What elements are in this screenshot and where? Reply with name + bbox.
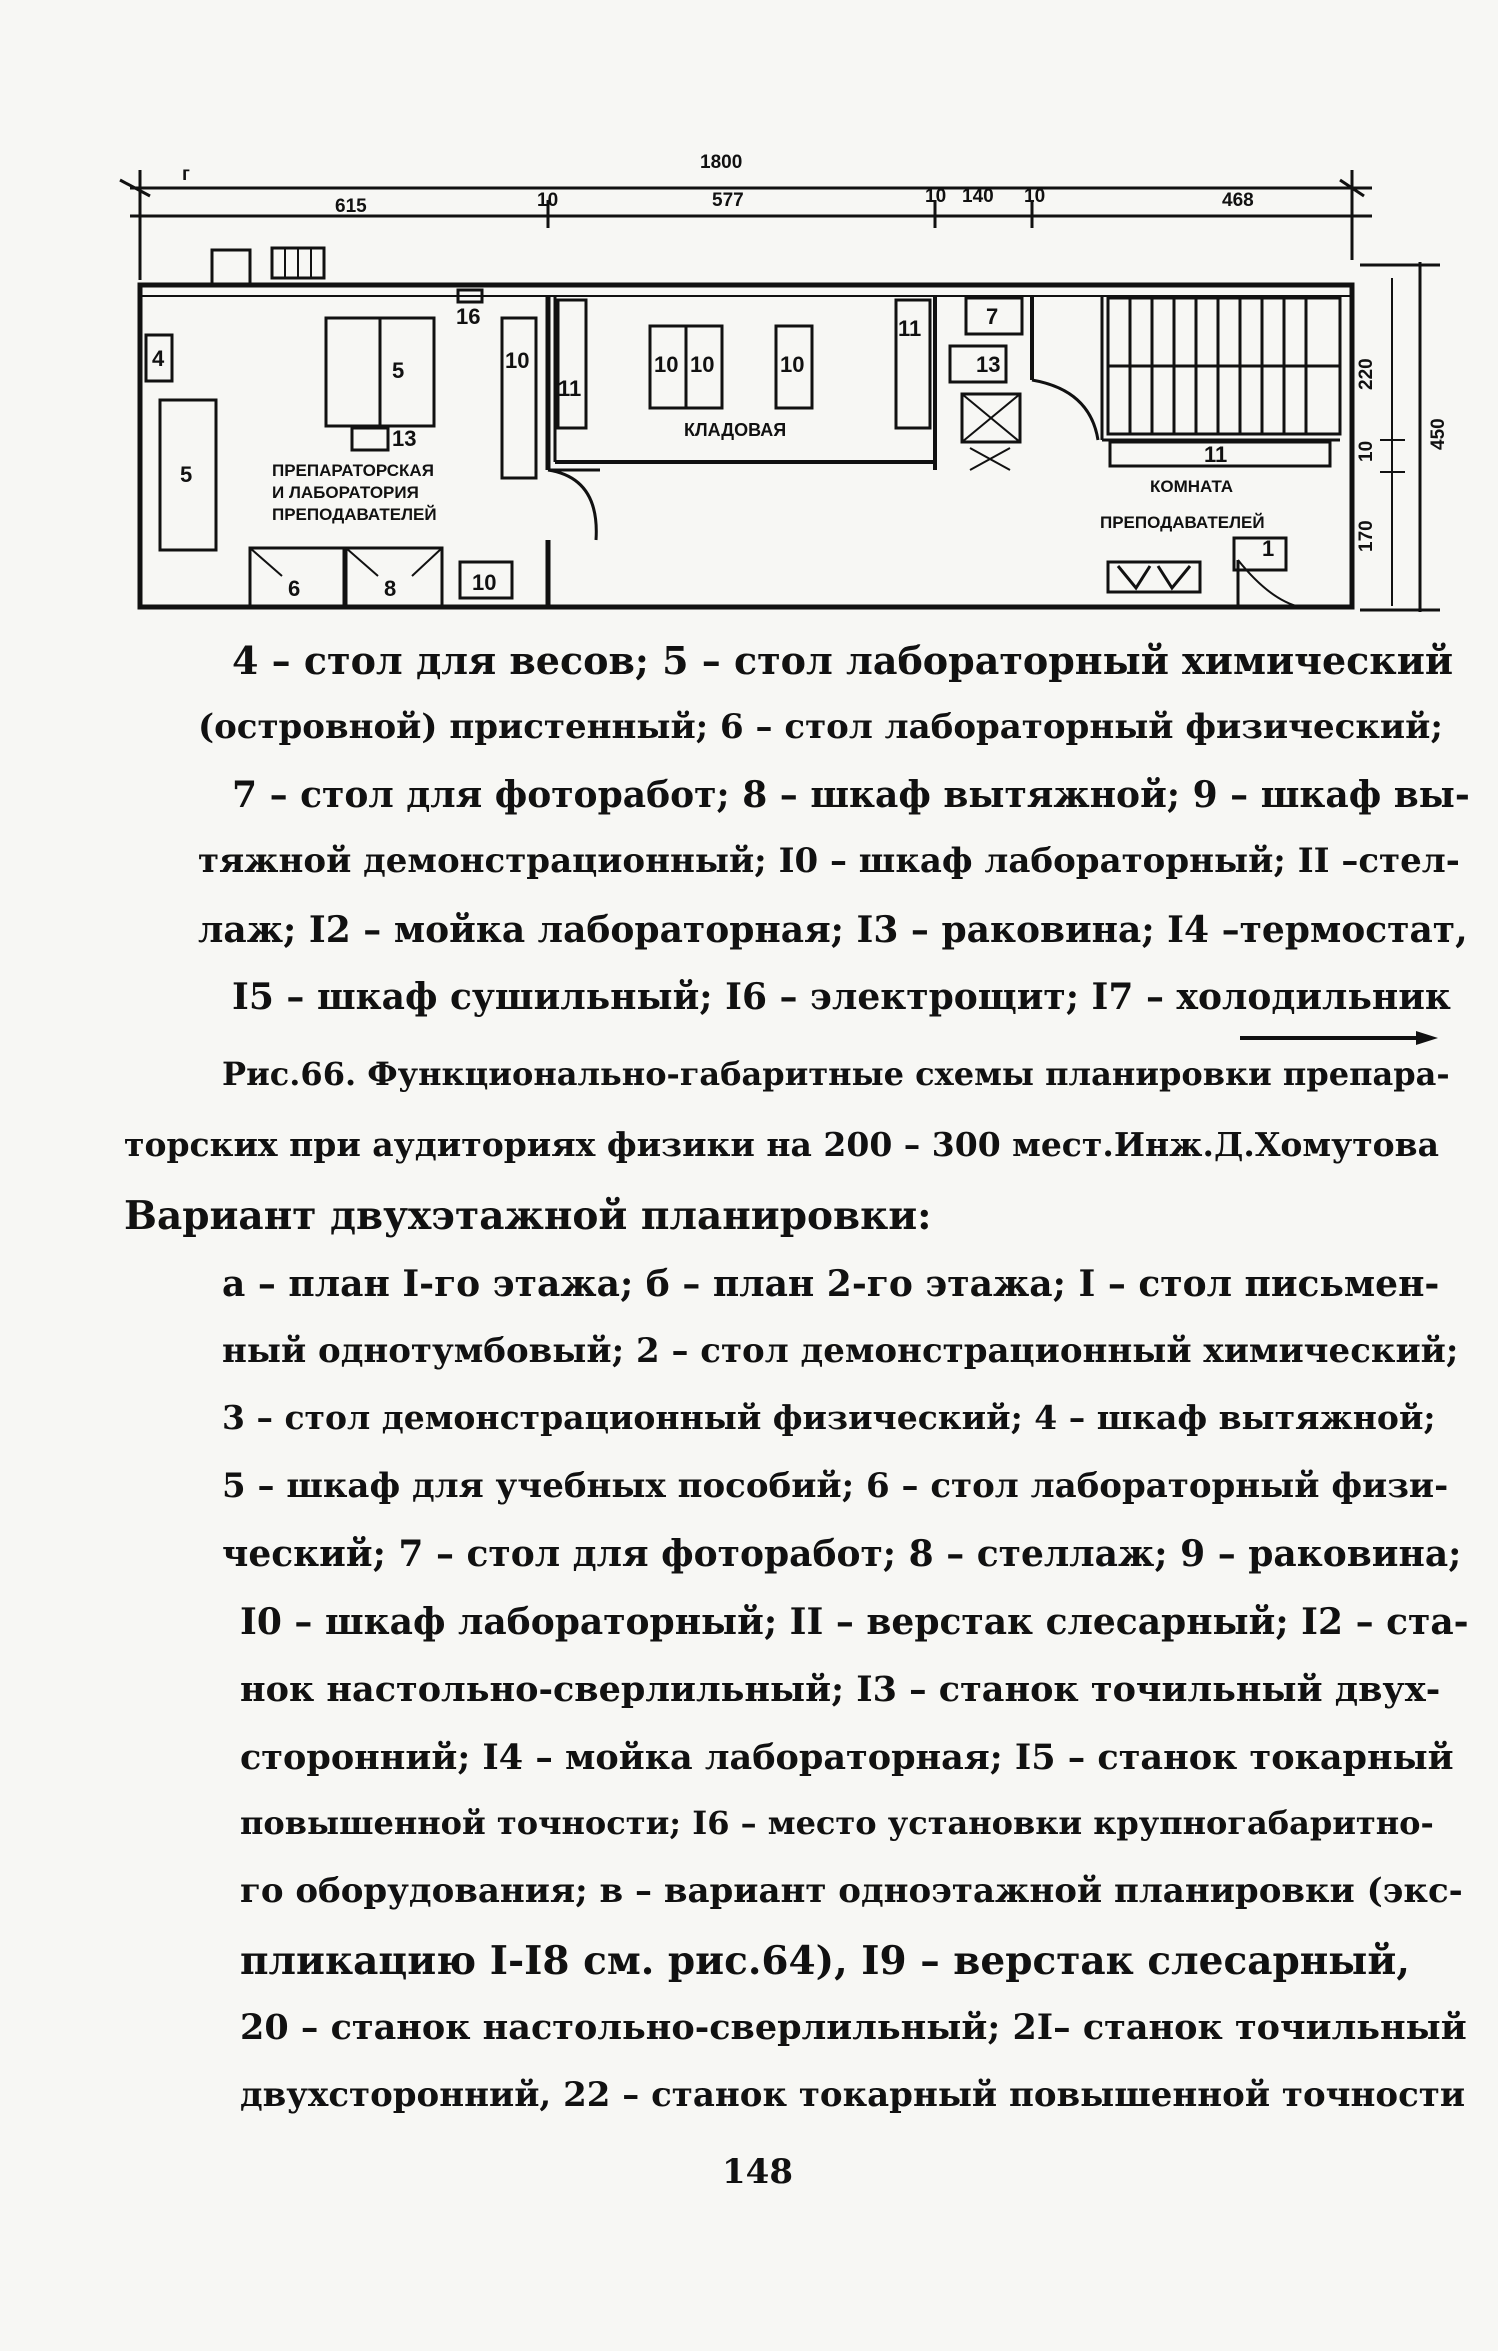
caption-line-2: торских при аудиториях физики на 200 – 300 мест.Инж.Д.Хомутова xyxy=(124,1125,1439,1164)
legend-line-2: (островной) пристенный; 6 – стол лабораторный физический; xyxy=(198,707,1443,747)
floor-plan xyxy=(0,0,1498,630)
room-label-teacher-1: КОМНАТА xyxy=(1150,477,1234,496)
legend-line-4: тяжной демонстрационный; I0 – шкаф лабораторный; II –стел- xyxy=(198,841,1460,881)
page-number: 148 xyxy=(722,2152,793,2192)
body-line-11: пликацию I-I8 см. рис.64), I9 – верстак слесарный, xyxy=(240,1938,1410,1984)
room-label-prep-3: ПРЕПОДАВАТЕЛЕЙ xyxy=(272,505,437,524)
dim-seg-1: 615 xyxy=(335,196,367,217)
item-4: 4 xyxy=(152,346,165,371)
item-10c: 10 xyxy=(654,352,679,377)
dim-seg-2: 10 xyxy=(537,190,559,211)
body-line-4: 5 – шкаф для учебных пособий; 6 – стол лабораторный физи- xyxy=(222,1466,1449,1506)
dim-seg-7: 468 xyxy=(1222,190,1254,211)
legend-line-3: 7 – стол для фоторабот; 8 – шкаф вытяжной; 9 – шкаф вы- xyxy=(232,774,1470,816)
dim-seg-4: 10 xyxy=(925,186,947,207)
body-line-13: двухсторонний, 22 – станок токарный повышенной точности xyxy=(240,2075,1466,2115)
dim-seg-3: 577 xyxy=(712,190,744,211)
item-8: 8 xyxy=(384,576,397,601)
item-11b: 11 xyxy=(898,316,922,341)
room-label-prep-1: ПРЕПАРАТОРСКАЯ xyxy=(272,461,434,480)
body-line-8: сторонний; I4 – мойка лабораторная; I5 – станок токарный xyxy=(240,1737,1454,1778)
body-line-6: I0 – шкаф лабораторный; II – верстак слесарный; I2 – ста- xyxy=(240,1601,1469,1643)
dim-right-lower: 170 xyxy=(1356,520,1377,552)
outer-walls xyxy=(140,285,1352,607)
legend-line-5: лаж; I2 – мойка лабораторная; I3 – раковина; I4 –термостат, xyxy=(198,909,1468,951)
body-line-7: нок настольно-сверлильный; I3 – станок точильный двух- xyxy=(240,1669,1441,1710)
item-10a: 10 xyxy=(505,348,530,373)
body-line-1: а – план I-го этажа; б – план 2-го этажа; I – стол письмен- xyxy=(222,1263,1440,1305)
dim-total: 1800 xyxy=(700,152,743,173)
sink-13a xyxy=(352,428,388,450)
body-line-9: повышенной точности; I6 – место установки крупногабаритно- xyxy=(240,1804,1434,1842)
item-10b: 10 xyxy=(472,570,497,595)
caption-line-1: Рис.66. Функционально-габаритные схемы планировки препара- xyxy=(222,1055,1450,1093)
body-line-2: ный однотумбовый; 2 – стол демонстрационный химический; xyxy=(222,1331,1459,1371)
item-11a: 11 xyxy=(558,376,582,401)
arrow-icon xyxy=(1240,1028,1440,1048)
item-5-left: 5 xyxy=(180,462,193,487)
item-10e: 10 xyxy=(780,352,805,377)
shelf-11a xyxy=(558,300,586,428)
body-line-3: 3 – стол демонстрационный физический; 4 – шкаф вытяжной; xyxy=(222,1398,1436,1437)
body-line-5: ческий; 7 – стол для фоторабот; 8 – стеллаж; 9 – раковина; xyxy=(222,1533,1462,1575)
dim-seg-6: 10 xyxy=(1024,186,1046,207)
dim-right-middle: 10 xyxy=(1356,440,1377,462)
item-7: 7 xyxy=(986,304,999,329)
item-11c: 11 xyxy=(1204,442,1228,467)
dim-right-total: 450 xyxy=(1428,418,1449,450)
dim-right-upper: 220 xyxy=(1356,358,1377,390)
body-line-12: 20 – станок настольно-сверлильный; 2I– станок точильный xyxy=(240,2007,1467,2048)
cabinet-10a xyxy=(502,318,536,478)
room-label-prep-2: И ЛАБОРАТОРИЯ xyxy=(272,483,419,502)
room-label-storage: КЛАДОВАЯ xyxy=(684,420,787,440)
dim-seg-5: 140 xyxy=(962,186,994,207)
legend-line-6: I5 – шкаф сушильный; I6 – электрощит; I7 – холодильник xyxy=(232,976,1451,1018)
item-5-island: 5 xyxy=(392,358,405,383)
room-label-teacher-2: ПРЕПОДАВАТЕЛЕЙ xyxy=(1100,513,1265,532)
item-13a: 13 xyxy=(392,426,417,451)
item-1: 1 xyxy=(1262,536,1275,561)
item-13b: 13 xyxy=(976,352,1001,377)
item-10d: 10 xyxy=(690,352,715,377)
legend-line-1: 4 – стол для весов; 5 – стол лабораторный химический xyxy=(232,638,1454,683)
item-6: 6 xyxy=(288,576,301,601)
caption-line-3: Вариант двухэтажной планировки: xyxy=(124,1193,932,1239)
body-line-10: го оборудования; в – вариант одноэтажной планировки (экс- xyxy=(240,1871,1463,1911)
item-16: 16 xyxy=(456,304,481,329)
dim-letter: г xyxy=(182,164,190,185)
